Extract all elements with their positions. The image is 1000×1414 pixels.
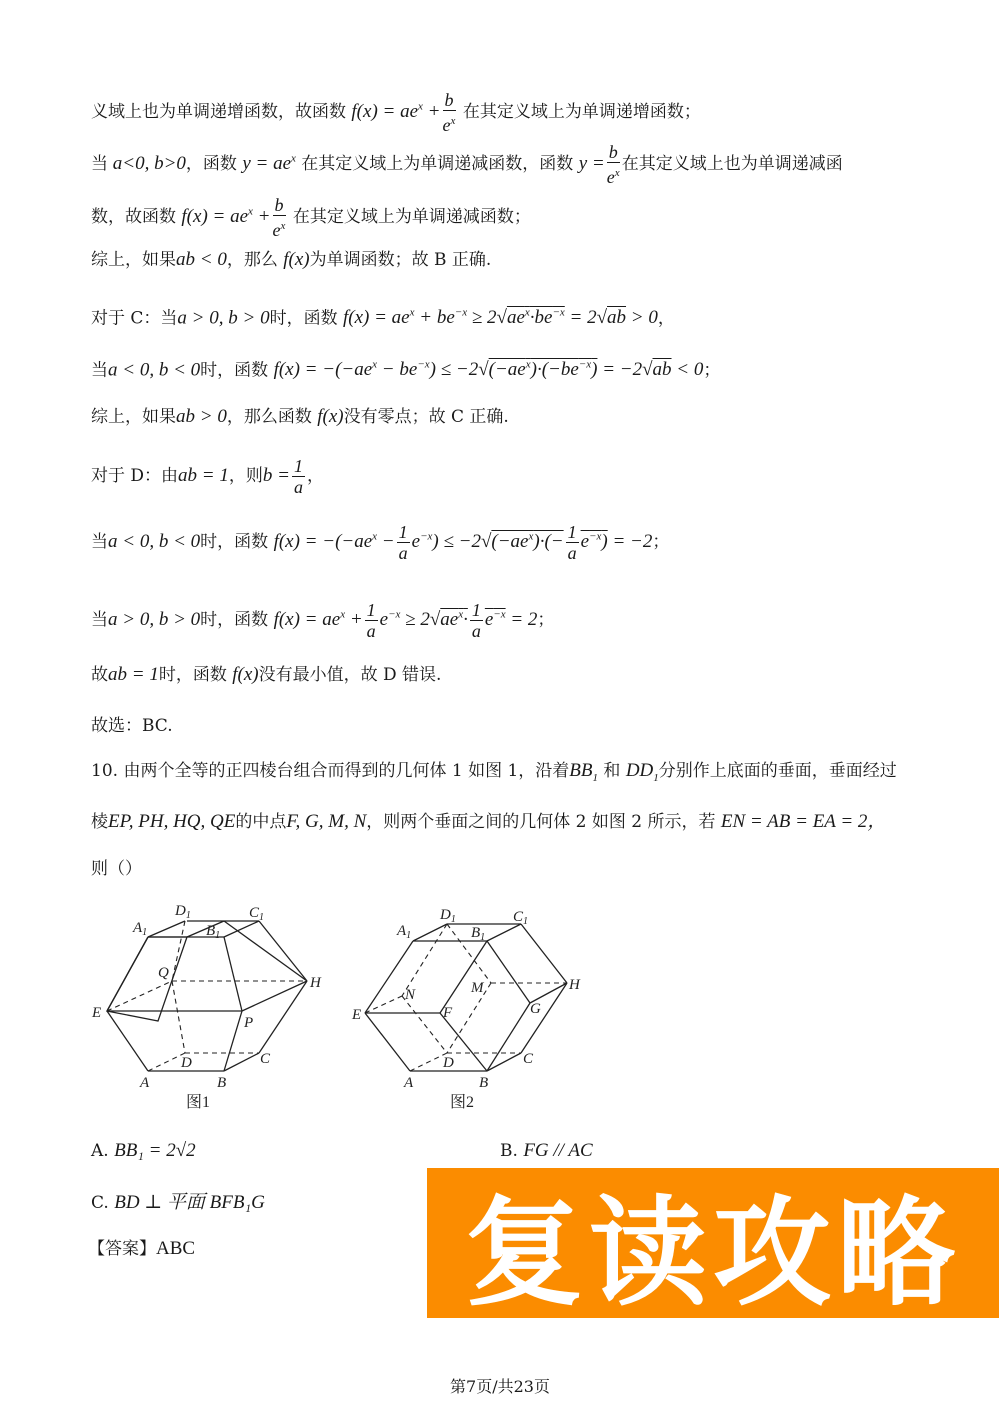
text: ，那么	[226, 250, 278, 270]
option-text: BB₁ = 2√2	[114, 1140, 196, 1161]
fraction: $\frac{1}{a}$	[398, 522, 408, 563]
math-expr: a > 0, b > 0	[177, 307, 270, 329]
text: 时，函数	[200, 360, 269, 381]
math-expr: $y = ae^x$	[242, 152, 296, 174]
math-expr: ab > 0	[176, 406, 227, 427]
question-10-line-3	[91, 857, 142, 881]
text: 在其定义域上为单调递减函数；	[292, 207, 531, 227]
text: 当	[91, 532, 108, 552]
text: 棱	[91, 812, 108, 832]
text: 故选：BC.	[91, 716, 173, 736]
page-footer: 第7页/共23页	[450, 1377, 550, 1396]
solution-line-11	[91, 663, 441, 687]
text: ，那么函数	[226, 407, 312, 427]
math-expr: $f(x) = ae^x$ +	[351, 100, 441, 122]
label-E: E	[92, 1005, 102, 1021]
text: 在其定义域上为单调递减函数，函数	[301, 154, 574, 174]
math-expr: a > 0, b > 0	[108, 609, 201, 630]
question-number: 10.	[91, 761, 119, 781]
solution-line-3	[91, 195, 531, 240]
label-D1: $D_1$	[175, 903, 191, 921]
label-C: C	[523, 1051, 534, 1067]
option-c	[91, 1191, 265, 1215]
math-expr: a < 0, b < 0	[108, 531, 201, 552]
text: 故	[91, 665, 108, 685]
polyhedron-diagram-2	[345, 895, 595, 1115]
question-10-line-1	[91, 759, 897, 790]
text: 没有最小值，故 D 错误.	[258, 665, 442, 685]
solution-line-10: 当a > 0, b > 0时，函数 $f(x) = ae^x$ + $\frac{1}{a}$ $e^{-x} \ge 2√ae^x\cdot$ $\frac{1}{a}$ $e^{-x} = 2$；	[91, 600, 555, 641]
text: ，则两个垂面之间的几何体 2 如图 2 所示，若	[366, 812, 716, 832]
figure-1	[85, 895, 335, 1119]
math-expr: ab = 1	[178, 465, 229, 486]
math-expr: $DD_1$	[625, 760, 659, 784]
text: 当	[91, 610, 108, 630]
math-expr: $e^{-x} = 2$	[484, 608, 538, 630]
label-H: H	[569, 977, 580, 993]
figure-1-caption: 图1	[186, 1094, 211, 1111]
fraction: $\frac{b}{e^x}$	[606, 142, 620, 187]
math-expr: a<0, b>0	[108, 153, 186, 174]
option-text: FG // AC	[523, 1140, 593, 1161]
label-D: D	[443, 1055, 454, 1071]
label-A1: $A_1$	[133, 920, 148, 938]
label-G: G	[530, 1001, 541, 1017]
text: 综上，如果	[91, 250, 176, 270]
math-expr: $e^{-x} \ge 2√ae^x\cdot$	[379, 608, 468, 630]
answer-label: 【答案】	[88, 1239, 156, 1259]
math-expr: $f(x) = ae^x + be^{-x} \ge 2√ae^x\cdot be^{-x} = 2√ab > 0$	[342, 307, 658, 329]
math-expr: a < 0, b < 0	[108, 359, 201, 381]
label-C1: $C_1$	[249, 905, 265, 923]
question-10-line-2	[91, 810, 886, 834]
label-C1: $C_1$	[513, 909, 529, 927]
figure-2	[345, 895, 595, 1119]
text: 时，函数	[158, 665, 227, 685]
label-B1: $B_1$	[471, 925, 486, 943]
label-B1: $B_1$	[206, 923, 221, 941]
text: 时，函数	[200, 610, 269, 630]
label-E: E	[352, 1007, 362, 1023]
math-expr: $f(x) = -(-ae^x$ −	[273, 530, 395, 552]
fraction: $\frac{1}{a}$	[293, 456, 303, 497]
option-label: A.	[91, 1141, 109, 1161]
fraction: $\frac{1}{a}$	[567, 522, 577, 563]
label-Q: Q	[158, 965, 169, 981]
text: 对于 C：当	[91, 308, 178, 329]
label-D1: $D_1$	[440, 907, 456, 925]
math-expr: $f(x) = ae^x$ +	[181, 205, 271, 227]
label-C: C	[260, 1051, 271, 1067]
text: 时，函数	[200, 532, 269, 552]
text: 时，函数	[269, 308, 338, 329]
text: ，则	[228, 466, 263, 486]
answer	[88, 1237, 195, 1261]
option-text: BD ⊥ 平面 BFB₁G	[114, 1192, 265, 1213]
math-expr: f(x)	[232, 664, 259, 685]
text: 则（）	[91, 859, 142, 879]
math-expr: EP, PH, HQ, QE	[108, 811, 236, 832]
label-P: P	[244, 1015, 254, 1031]
label-N: N	[405, 987, 416, 1003]
solution-line-8: 对于 D：由ab = 1，则b = $\frac{1}{a}$ ，	[91, 456, 324, 497]
label-H: H	[310, 975, 321, 991]
fraction: $\frac{b}{e^x}$	[272, 195, 286, 240]
label-M: M	[471, 980, 484, 996]
watermark-banner	[427, 1168, 999, 1322]
text: 当	[91, 360, 108, 381]
label-B: B	[217, 1075, 227, 1091]
text: 数，故函数	[91, 207, 176, 227]
figure-2-caption: 图2	[450, 1094, 475, 1111]
option-label: B.	[500, 1141, 518, 1161]
polyhedron-diagram-1	[85, 895, 335, 1115]
math-expr: $f(x) = ae^x$ +	[273, 608, 363, 630]
option-label: C.	[91, 1193, 109, 1213]
text: 分别作上底面的垂面，垂面经过	[658, 761, 897, 781]
solution-line-4	[91, 248, 491, 272]
banner-text: 复读攻略	[464, 1184, 961, 1322]
solution-line-7	[91, 405, 509, 429]
math-expr: $e^{-x}) \le -2√(-ae^x)\cdot(-$	[411, 530, 564, 552]
fraction: $\frac{1}{a}$	[366, 600, 376, 641]
text: 由两个全等的正四棱台组合而得到的几何体 1 如图 1，沿着	[123, 761, 570, 781]
math-expr: f(x)	[317, 406, 344, 427]
option-a	[91, 1139, 196, 1163]
text: 和	[603, 761, 621, 781]
math-expr: ab = 1	[108, 664, 159, 685]
fraction: $\frac{1}{a}$	[471, 600, 481, 641]
text: 当	[91, 154, 108, 174]
text: ，函数	[185, 154, 237, 174]
text: 义域上也为单调递增函数，故函数	[91, 102, 346, 122]
label-A1: $A_1$	[397, 923, 412, 941]
math-expr: EN = AB = EA = 2，	[720, 811, 887, 832]
math-expr: y =	[578, 153, 605, 174]
label-A: A	[140, 1075, 150, 1091]
label-F: F	[443, 1005, 453, 1021]
math-expr: ab < 0	[176, 249, 227, 270]
label-B: B	[479, 1075, 489, 1091]
text: 在其定义域上也为单调递减函	[621, 154, 843, 174]
answer-value: ABC	[156, 1238, 196, 1259]
text: 为单调函数；故 B 正确.	[309, 250, 492, 270]
solution-line-1	[91, 90, 701, 135]
solution-line-5: 对于 C：当a > 0, b > 0时，函数 $f(x) = ae^x + be^{-x} \ge 2√ae^x\cdot be^{-x} = 2√ab > 0$，	[91, 307, 675, 329]
math-expr: $BB_1$	[569, 760, 599, 784]
fraction: $\frac{b}{e^x}$	[442, 90, 456, 135]
solution-line-2	[91, 142, 843, 187]
math-expr: f(x)	[283, 249, 310, 270]
text: 综上，如果	[91, 407, 176, 427]
text: 没有零点；故 C 正确.	[343, 407, 509, 427]
solution-conclusion	[91, 714, 173, 738]
math-expr: $f(x) = -(-ae^x - be^{-x}) \le -2√(-ae^x)\cdot(-be^{-x}) = -2√ab < 0$	[273, 359, 704, 381]
math-expr: F, G, M, N	[286, 811, 367, 832]
label-D: D	[181, 1055, 192, 1071]
text: 对于 D：由	[91, 466, 179, 486]
math-expr: b =	[262, 465, 290, 486]
solution-line-9: 当a < 0, b < 0时，函数 $f(x) = -(-ae^x$ − $\frac{1}{a}$ $e^{-x}) \le -2√(-ae^x)\cdot(-$ $\frac{1}{a}$ $e^{-x}) = -2$；	[91, 522, 670, 563]
text: 在其定义域上为单调递增函数；	[462, 102, 701, 122]
label-A: A	[404, 1075, 414, 1091]
math-expr: $e^{-x}) = -2$	[580, 530, 653, 552]
solution-line-6: 当a < 0, b < 0时，函数 $f(x) = -(-ae^x - be^{-x}) \le -2√(-ae^x)\cdot(-be^{-x}) = -2√ab < 0$；	[91, 359, 721, 381]
text: 的中点	[235, 812, 287, 832]
